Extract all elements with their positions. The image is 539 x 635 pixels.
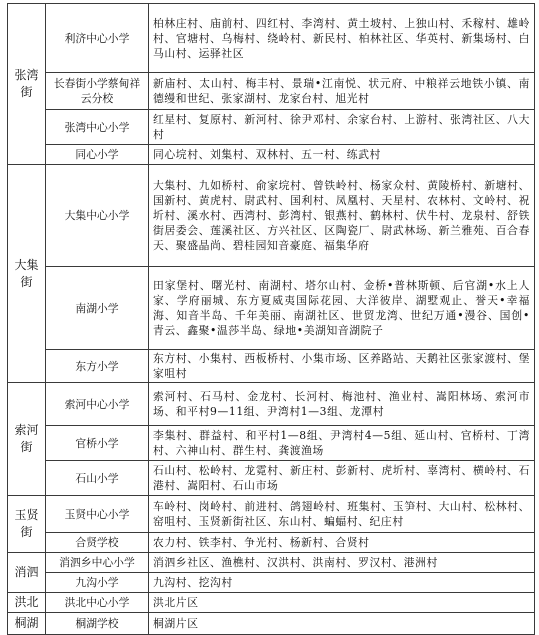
table-row [8,496,535,533]
areas-cell: 桐湖片区 [149,613,535,635]
areas-cell: 石山村、松岭村、龙霓村、新庄村、彭新村、虎圻村、辜湾村、横岭村、石港村、嵩阳村、石山市场 [149,461,535,496]
school-name-cell: 玉贤中心小学 [46,496,149,533]
areas-cell: 农力村、铁李村、争光村、杨新村、合贤村 [149,533,535,553]
table-row [8,573,535,593]
school-zone-table [7,3,535,635]
school-name-cell: 桐湖学校 [46,613,149,635]
table-row [8,110,535,145]
table-row [8,593,535,613]
school-name-cell: 索河中心小学 [46,383,149,426]
areas-cell: 大集村、九如桥村、俞家垸村、曾铁岭村、杨家众村、黄陵桥村、新塘村、国新村、黄虎村、尉武村、国利村、凤凰村、天星村、农林村、文岭村、祝圻村、溪水村、西湾村、彭湾村、银燕村、鹤林村、伏牛村、龙泉村、舒铁街居委会、莲溪社区、方兴社区、区陶瓷厂、尉武林场、新兰雅苑、百合春天、聚盛晶尚、碧桂园知音豪庭、福集华府 [149,165,535,267]
areas-cell: 柏林庄村、庙前村、四红村、李湾村、黄土坡村、上独山村、禾稼村、雄岭村、官塘村、乌梅村、绕岭村、新民村、柏林社区、华英村、新集场村、白马山村、运驿社区 [149,4,535,73]
table-row [8,553,535,573]
table-row [8,73,535,110]
district-cell: 索河街 [8,383,46,496]
school-name-cell: 合贤学校 [46,533,149,553]
areas-cell: 红星村、复原村、新河村、徐尹邓村、余家台村、上游村、张湾社区、八大村 [149,110,535,145]
areas-cell: 索河村、石马村、金龙村、长河村、梅池村、渔业村、嵩阳林场、索河市场、和平村9—11组、尹湾村1—3组、龙潭村 [149,383,535,426]
school-name-cell: 消泗乡中心小学 [46,553,149,573]
table-row [8,267,535,350]
school-name-cell: 官桥小学 [46,426,149,461]
table-row [8,533,535,553]
district-cell: 消泗 [8,553,46,593]
district-cell: 洪北 [8,593,46,613]
areas-cell: 新庙村、太山村、梅丰村、景瑞•江南悦、状元府、中粮祥云地铁小镇、南德缦和世纪、张家湖村、龙家台村、旭光村 [149,73,535,110]
school-name-cell: 张湾中心小学 [46,110,149,145]
district-cell: 桐湖 [8,613,46,635]
table-row [8,613,535,635]
table-row [8,461,535,496]
table-row [8,350,535,383]
areas-cell: 洪北片区 [149,593,535,613]
school-name-cell: 长春街小学蔡甸祥云分校 [46,73,149,110]
areas-cell: 李集村、群益村、和平村1—8组、尹湾村4—5组、延山村、官桥村、丁湾村、六神山村、群生村、龚渡渔场 [149,426,535,461]
areas-cell: 东方村、小集村、西板桥村、小集市场、区养路站、天鹅社区张家渡村、堡家咀村 [149,350,535,383]
school-name-cell: 大集中心小学 [46,165,149,267]
areas-cell: 田家堡村、曙光村、南湖村、塔尔山村、金桥•普林斯顿、后官湖•水上人家、学府丽城、东方夏威夷国际花园、大洋彼岸、湖墅观止、誉天•幸福海、知音半岛、千年美丽、南湖社区、世贸龙湾、世纪万通•漫谷、国创•青云、鑫聚•温莎半岛、绿地•美湖知音湖院子 [149,267,535,350]
table-row [8,383,535,426]
school-name-cell: 石山小学 [46,461,149,496]
areas-cell: 九沟村、挖沟村 [149,573,535,593]
table-row [8,426,535,461]
district-cell: 张湾街 [8,4,46,165]
school-name-cell: 洪北中心小学 [46,593,149,613]
district-cell: 大集街 [8,165,46,383]
school-name-cell: 同心小学 [46,145,149,165]
school-name-cell: 东方小学 [46,350,149,383]
school-name-cell: 九沟小学 [46,573,149,593]
table-row [8,145,535,165]
school-name-cell: 利济中心小学 [46,4,149,73]
school-name-cell: 南湖小学 [46,267,149,350]
table-row [8,4,535,73]
table-row [8,165,535,267]
areas-cell: 消泗乡社区、渔樵村、汉洪村、洪南村、罗汉村、港洲村 [149,553,535,573]
areas-cell: 车岭村、岗岭村、前进村、鸽翅岭村、班集村、玉笋村、大山村、松林村、窑咀村、玉贤新街社区、东山村、蝙蝠村、纪庄村 [149,496,535,533]
areas-cell: 同心垸村、刘集村、双林村、五一村、练武村 [149,145,535,165]
district-cell: 玉贤街 [8,496,46,553]
